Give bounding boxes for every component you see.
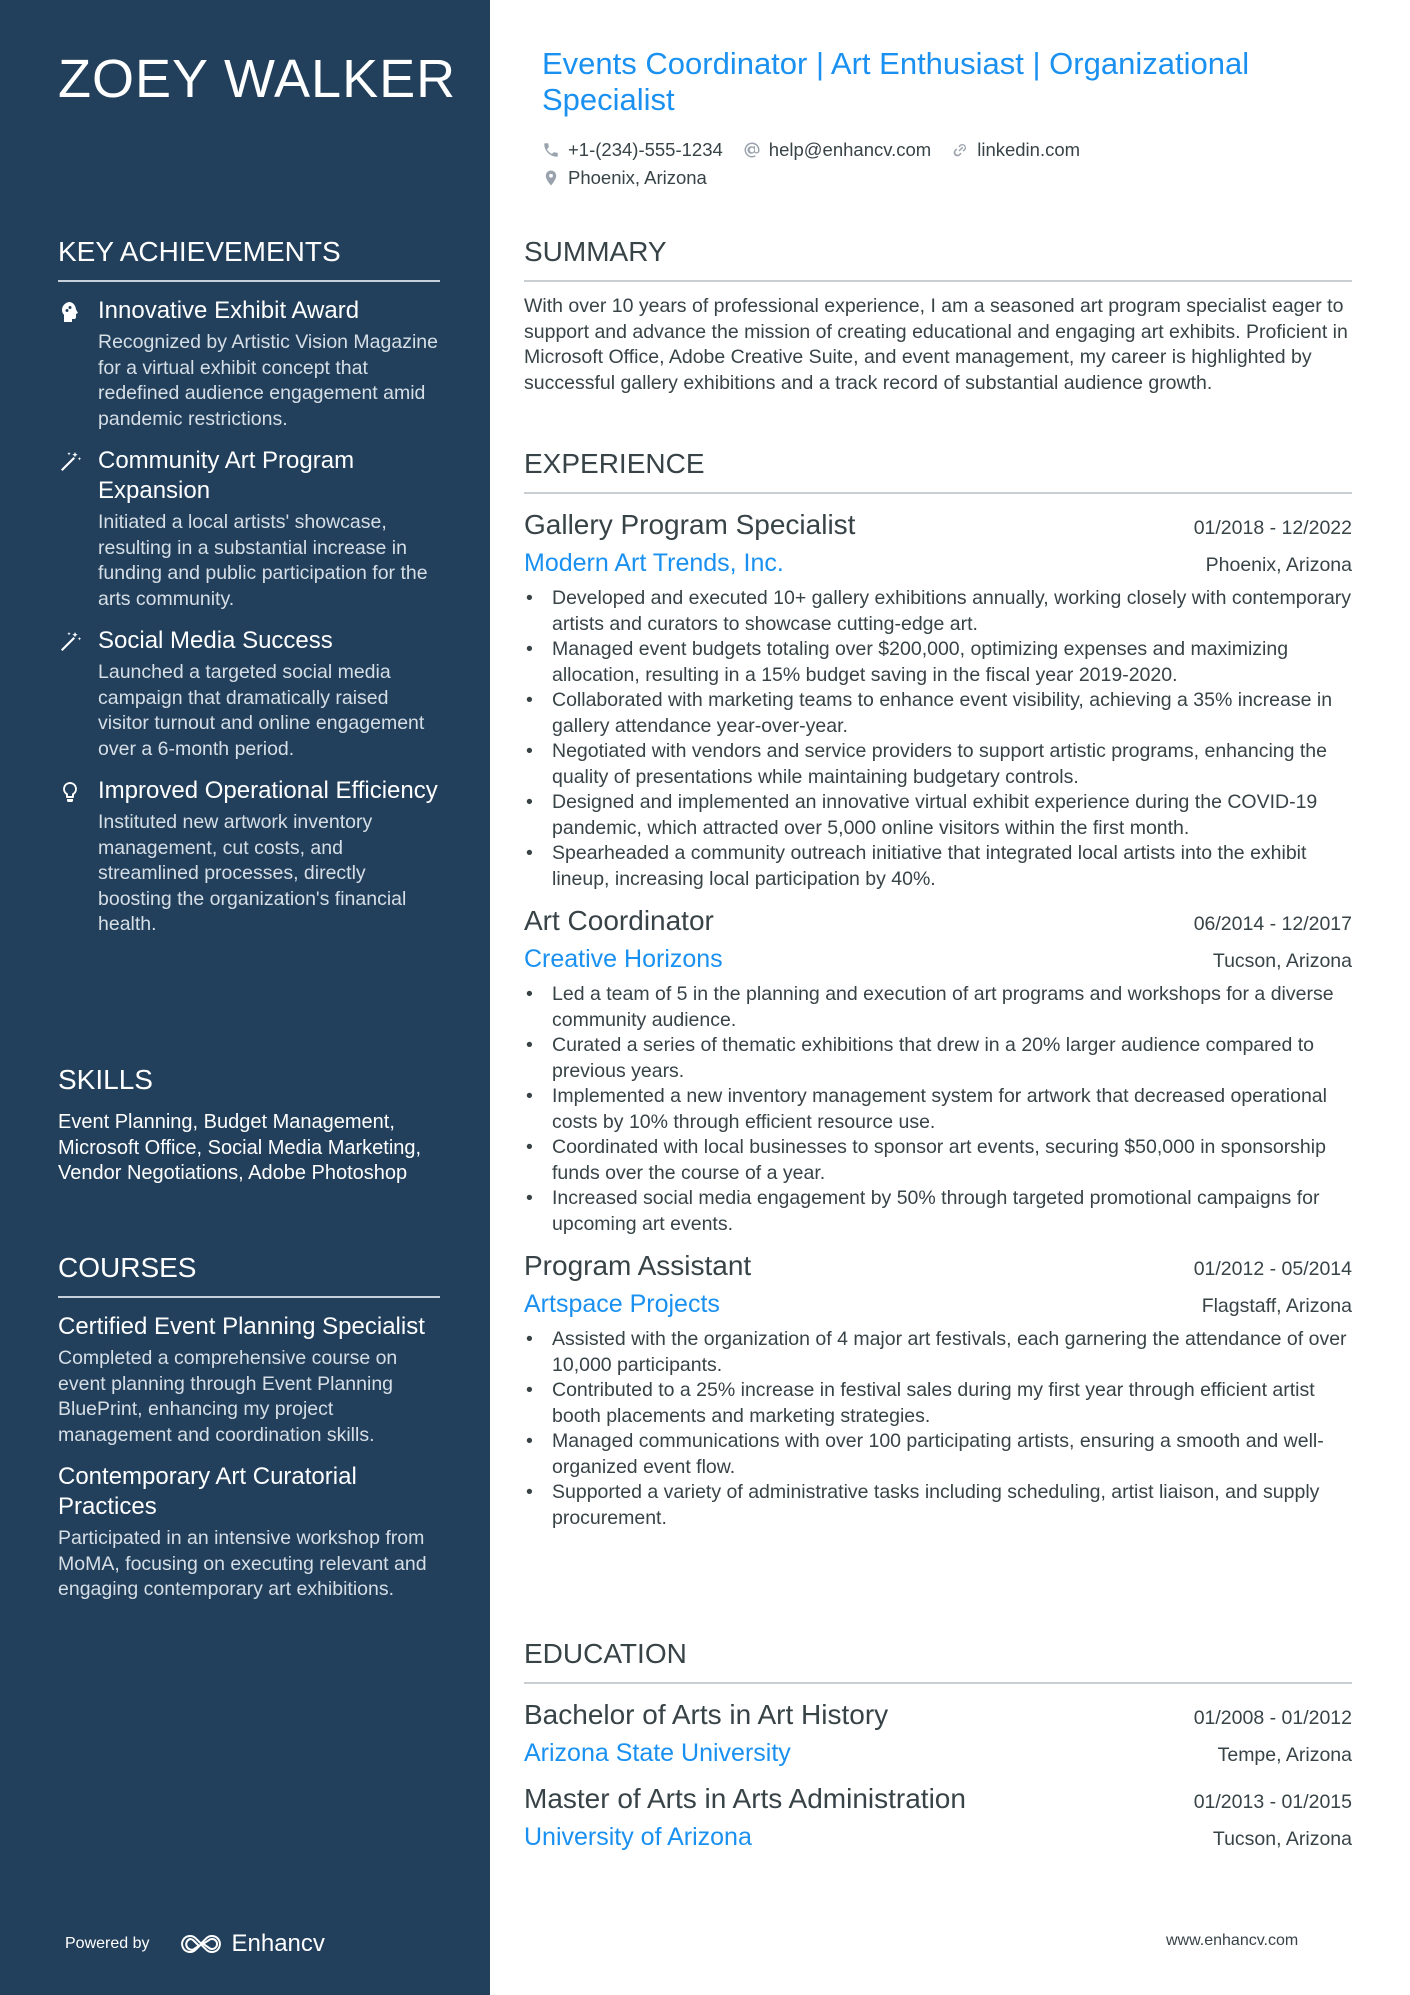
company-name: Artspace Projects bbox=[524, 1290, 720, 1318]
job-bullets bbox=[524, 586, 1352, 892]
linkedin-text: linkedin.com bbox=[977, 139, 1081, 160]
achievement-desc: Instituted new artwork inventory management, cut costs, and streamlined processes, directly boosting the organization's financial health. bbox=[98, 811, 407, 935]
contact-info bbox=[542, 136, 1362, 192]
company-name: Creative Horizons bbox=[524, 945, 723, 973]
summary-section bbox=[524, 236, 1352, 396]
achievement-item bbox=[58, 626, 440, 762]
education-section bbox=[524, 1638, 1352, 1864]
bullet-item: • Supported a variety of administrative tasks including scheduling, artist liaison, and supply procurement. bbox=[524, 1480, 1352, 1531]
email-text: help@enhancv.com bbox=[768, 139, 932, 160]
location-text: Phoenix, Arizona bbox=[568, 167, 707, 188]
bullet-item: • Developed and executed 10+ gallery exhibitions annually, working closely with contemporary artists and curators to showcase cutting-edge art. bbox=[524, 586, 1352, 637]
job-entry bbox=[524, 506, 1352, 892]
achievement-title: Improved Operational Efficiency bbox=[98, 777, 438, 804]
courses-section bbox=[58, 1252, 440, 1603]
job-dates: 01/2018 - 12/2022 bbox=[1193, 517, 1352, 539]
lightbulb-icon bbox=[58, 776, 98, 938]
bullet-item: • Coordinated with local businesses to sponsor art events, securing $50,000 in sponsorship funds over the course of a year. bbox=[524, 1135, 1352, 1186]
achievement-item bbox=[58, 776, 440, 938]
education-dates: 01/2013 - 01/2015 bbox=[1193, 1791, 1352, 1813]
education-dates: 01/2008 - 01/2012 bbox=[1193, 1707, 1352, 1729]
course-title: Certified Event Planning Specialist bbox=[58, 1313, 425, 1340]
achievement-item bbox=[58, 446, 440, 612]
bullet-item: • Negotiated with vendors and service providers to support artistic programs, enhancing the quality of presentations while maintaining budgetary controls. bbox=[524, 739, 1352, 790]
course-item bbox=[58, 1312, 440, 1448]
achievement-desc: Launched a targeted social media campaign that dramatically raised visitor turnout and online engagement over a 6-month period. bbox=[98, 661, 425, 760]
headline: Events Coordinator | Art Enthusiast | Organizational Specialist bbox=[542, 46, 1250, 117]
achievement-title: Social Media Success bbox=[98, 627, 333, 654]
brand-name: Enhancv bbox=[231, 1930, 325, 1957]
achievement-title: Community Art Program Expansion bbox=[98, 447, 355, 504]
section-heading: SUMMARY bbox=[524, 236, 1352, 282]
school-name: University of Arizona bbox=[524, 1823, 752, 1851]
degree-title: Bachelor of Arts in Art History bbox=[524, 1699, 889, 1730]
sidebar bbox=[0, 0, 490, 1995]
bullet-item: • Led a team of 5 in the planning and execution of art programs and workshops for a diverse community audience. bbox=[524, 982, 1352, 1033]
candidate-name: ZOEY WALKER bbox=[58, 49, 457, 109]
skills-section bbox=[58, 1064, 440, 1187]
course-desc: Participated in an intensive workshop from MoMA, focusing on executing relevant and engaging contemporary art exhibitions. bbox=[58, 1527, 427, 1600]
email-contact[interactable] bbox=[743, 139, 931, 161]
job-dates: 01/2012 - 05/2014 bbox=[1193, 1258, 1352, 1280]
job-title: Art Coordinator bbox=[524, 905, 714, 936]
bullet-item: • Managed event budgets totaling over $200,000, optimizing expenses and maximizing allocation, resulting in a 15% budget saving in the fiscal year 2019-2020. bbox=[524, 637, 1352, 688]
course-item bbox=[58, 1462, 440, 1603]
job-bullets bbox=[524, 982, 1352, 1237]
bullet-item: • Designed and implemented an innovative virtual exhibit experience during the COVID-19 pandemic, which attracted over 5,000 online visitors within the first month. bbox=[524, 790, 1352, 841]
achievement-title: Innovative Exhibit Award bbox=[98, 297, 360, 324]
location-pin-icon bbox=[542, 169, 560, 187]
powered-by-label: Powered by bbox=[65, 1935, 150, 1952]
skills-list: Event Planning, Budget Management, Microsoft Office, Social Media Marketing, Vendor Negotiations, Adobe Photoshop bbox=[58, 1111, 422, 1184]
job-title: Program Assistant bbox=[524, 1250, 752, 1281]
main-content bbox=[490, 0, 1410, 1995]
brain-icon bbox=[58, 296, 98, 432]
job-dates: 06/2014 - 12/2017 bbox=[1193, 913, 1352, 935]
section-heading: KEY ACHIEVEMENTS bbox=[58, 236, 440, 282]
bullet-item: • Managed communications with over 100 participating artists, ensuring a smooth and well-organized event flow. bbox=[524, 1429, 1352, 1480]
job-entry bbox=[524, 1247, 1352, 1531]
link-icon bbox=[951, 141, 969, 159]
bullet-item: • Assisted with the organization of 4 major art festivals, each garnering the attendance of over 10,000 participants. bbox=[524, 1327, 1352, 1378]
magic-wand-icon bbox=[58, 446, 98, 612]
company-name: Modern Art Trends, Inc. bbox=[524, 549, 784, 577]
job-location: Phoenix, Arizona bbox=[1205, 554, 1352, 576]
phone-icon bbox=[542, 141, 560, 159]
magic-wand-icon bbox=[58, 626, 98, 762]
school-location: Tucson, Arizona bbox=[1212, 1828, 1352, 1850]
summary-text: With over 10 years of professional experience, I am a seasoned art program specialist eager to support and advance the mission of creating educational and engaging art exhibits. Proficient in Microsoft Office, Adobe Creative Suite, and event management, my career is highlighted by successful gallery exhibitions and a track record of substantial audience growth. bbox=[524, 295, 1348, 394]
job-title: Gallery Program Specialist bbox=[524, 509, 856, 540]
location-contact bbox=[542, 167, 707, 189]
at-icon bbox=[743, 141, 761, 159]
key-achievements-section bbox=[58, 236, 440, 938]
phone-text: +1-(234)-555-1234 bbox=[568, 139, 723, 160]
section-heading: COURSES bbox=[58, 1252, 440, 1298]
infinity-icon bbox=[178, 1932, 224, 1956]
enhancv-logo[interactable] bbox=[178, 1930, 325, 1958]
bullet-item: • Contributed to a 25% increase in festival sales during my first year through efficient artist booth placements and marketing strategies. bbox=[524, 1378, 1352, 1429]
degree-title: Master of Arts in Arts Administration bbox=[524, 1783, 966, 1814]
bullet-item: • Implemented a new inventory management system for artwork that decreased operational costs by 10% through efficient resource use. bbox=[524, 1084, 1352, 1135]
course-desc: Completed a comprehensive course on event planning through Event Planning BluePrint, enhancing my project management and coordination skills. bbox=[58, 1347, 398, 1446]
section-heading: EXPERIENCE bbox=[524, 448, 1352, 494]
bullet-item: • Curated a series of thematic exhibitions that drew in a 20% larger audience compared to previous years. bbox=[524, 1033, 1352, 1084]
education-entry bbox=[524, 1780, 1352, 1856]
bullet-item: • Collaborated with marketing teams to enhance event visibility, achieving a 35% increase in gallery attendance year-over-year. bbox=[524, 688, 1352, 739]
powered-by bbox=[65, 1930, 325, 1958]
job-location: Flagstaff, Arizona bbox=[1201, 1295, 1352, 1317]
achievement-item bbox=[58, 296, 440, 432]
linkedin-contact[interactable] bbox=[951, 139, 1080, 161]
course-title: Contemporary Art Curatorial Practices bbox=[58, 1463, 357, 1520]
job-entry bbox=[524, 902, 1352, 1237]
school-location: Tempe, Arizona bbox=[1217, 1744, 1352, 1766]
experience-section bbox=[524, 448, 1352, 1541]
footer-url[interactable]: www.enhancv.com bbox=[1166, 1932, 1299, 1949]
phone-contact[interactable] bbox=[542, 139, 723, 161]
job-bullets bbox=[524, 1327, 1352, 1531]
section-heading: EDUCATION bbox=[524, 1638, 1352, 1684]
achievement-desc: Recognized by Artistic Vision Magazine for a virtual exhibit concept that redefined audience engagement amid pandemic restrictions. bbox=[98, 331, 438, 430]
school-name: Arizona State University bbox=[524, 1739, 791, 1767]
bullet-item: • Spearheaded a community outreach initiative that integrated local artists into the exhibit lineup, increasing local participation by 40%. bbox=[524, 841, 1352, 892]
education-entry bbox=[524, 1696, 1352, 1772]
achievement-desc: Initiated a local artists' showcase, resulting in a substantial increase in funding and public participation for the arts community. bbox=[98, 511, 428, 610]
bullet-item: • Increased social media engagement by 50% through targeted promotional campaigns for upcoming art events. bbox=[524, 1186, 1352, 1237]
section-heading: SKILLS bbox=[58, 1064, 153, 1095]
job-location: Tucson, Arizona bbox=[1212, 950, 1352, 972]
